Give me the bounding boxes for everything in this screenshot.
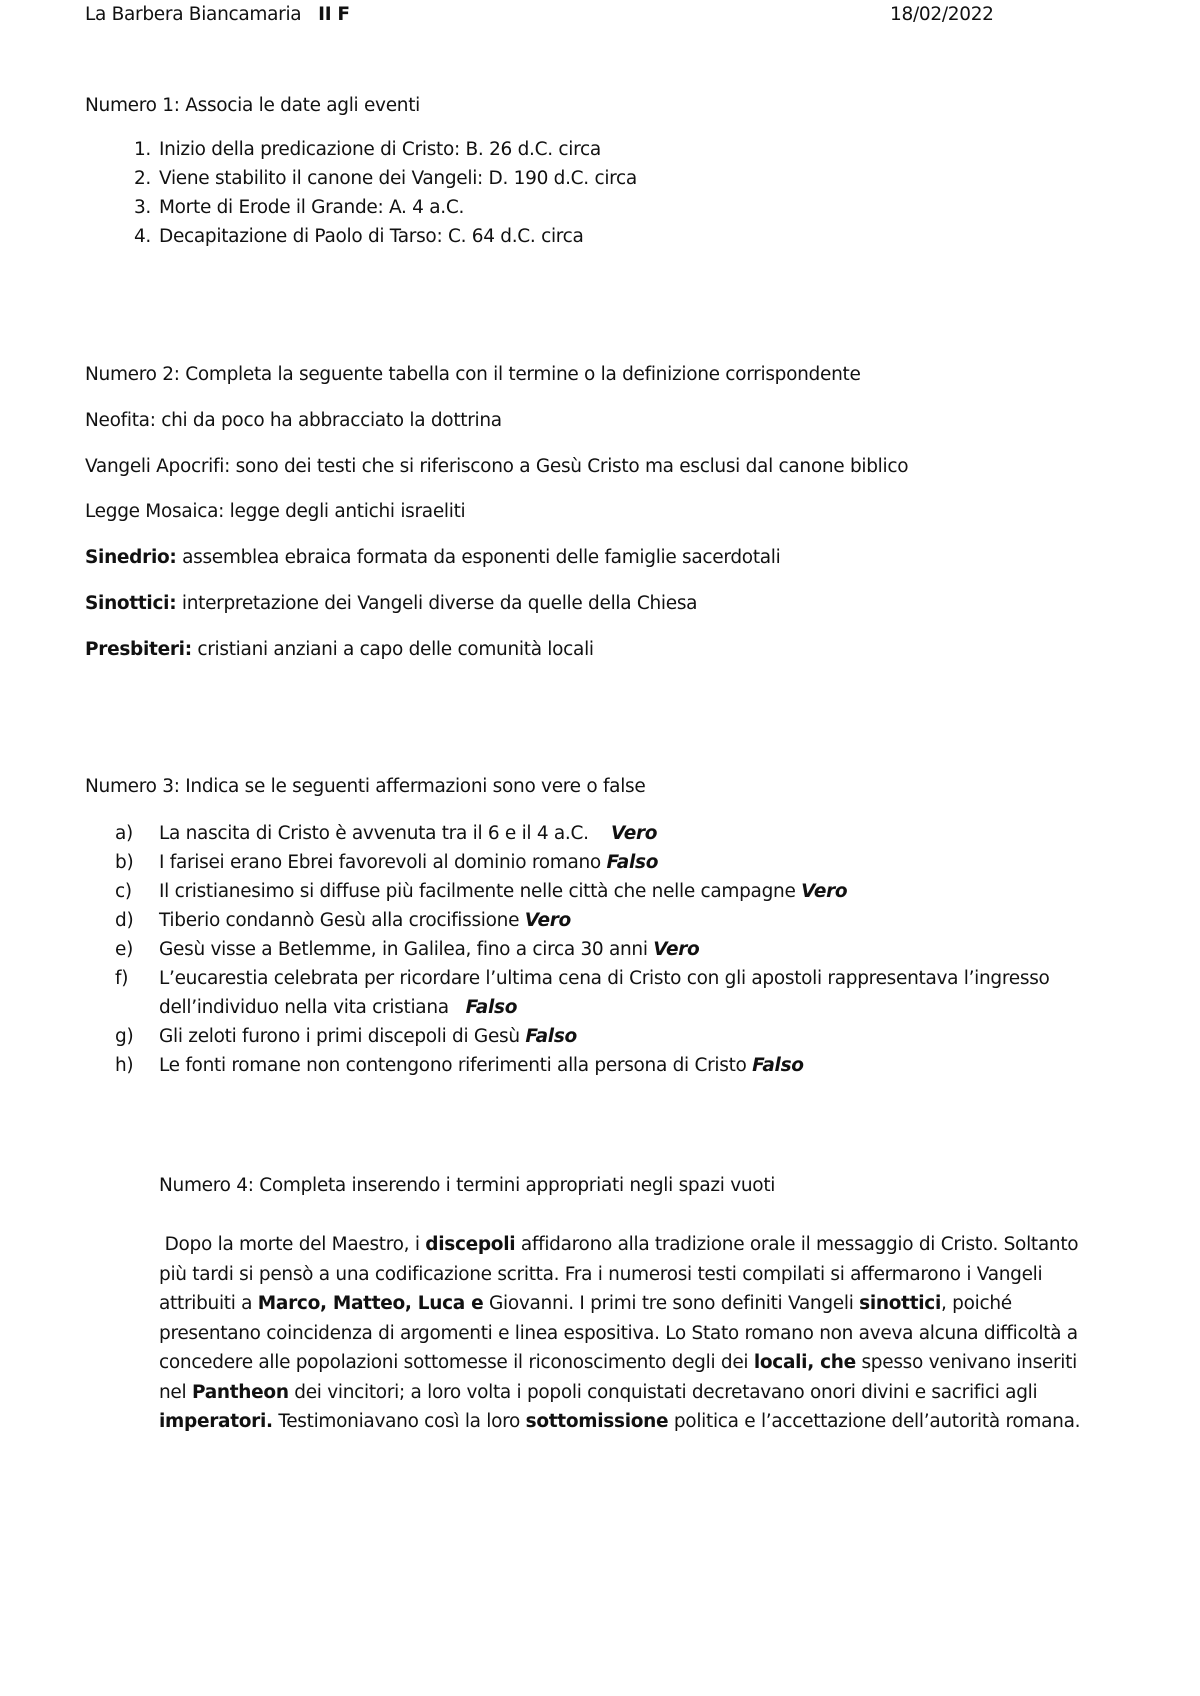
fill-in-paragraph: Dopo la morte del Maestro, i discepoli affidarono alla tradizione orale il messaggio di Cristo. Soltanto più tardi si pensò a una codificazione scritta. Fra i numerosi testi compilati si affermarono i Vangeli attribuiti a Marco, Matteo, Luca e Giovanni. I primi tre sono definiti Vangeli sinottici, poiché presentano coincidenza di argomenti e linea espositiva. Lo Stato romano non aveva alcuna difficoltà a concedere alle popolazioni sottomesse il riconoscimento degli dei locali, che spesso venivano inseriti nel Pantheon dei vincitori; a loro volta i popoli conquistati decretavano onori divini e sacrifici agli imperatori. Testimoniavano così la loro sottomissione politica e l’accettazione dell’autorità romana. (159, 1234, 1081, 1432)
answer: Vero (801, 881, 848, 902)
section1-list (133, 135, 637, 251)
answer: Falso (465, 997, 518, 1018)
term: Sinedrio (85, 547, 170, 568)
filled-word: Pantheon (191, 1381, 289, 1403)
answer: Vero (653, 939, 700, 960)
filled-word: locali, che (753, 1352, 856, 1373)
section3-list (115, 819, 1079, 1080)
definition: legge degli antichi israeliti (224, 501, 466, 522)
term-row: Neofita: chi da poco ha abbracciato la dottrina (85, 410, 502, 431)
list-item: f) L’eucarestia celebrata per ricordare l’ultima cena di Cristo con gli apostoli rappresentava l’ingresso dell’individuo nella vita cristiana Falso (115, 968, 1050, 1018)
term-row: Sinedrio: assemblea ebraica formata da esponenti delle famiglie sacerdotali (85, 547, 781, 568)
term: Sinottici (85, 593, 170, 614)
answer: Falso (752, 1055, 804, 1076)
section4-title: Numero 4: Completa inserendo i termini appropriati negli spazi vuoti (159, 1175, 776, 1196)
filled-word: imperatori. (159, 1411, 273, 1432)
term: Legge Mosaica (85, 501, 219, 522)
header-date: 18/02/2022 (890, 4, 994, 25)
definition: interpretazione dei Vangeli diverse da quelle della Chiesa (176, 593, 698, 614)
term: Vangeli Apocrifi (85, 456, 225, 477)
list-item: 4. Decapitazione di Paolo di Tarso: C. 64 d.C. circa (133, 226, 584, 247)
term-row: Sinottici: interpretazione dei Vangeli diverse da quelle della Chiesa (85, 593, 698, 614)
list-item: 2. Viene stabilito il canone dei Vangeli: D. 190 d.C. circa (133, 168, 637, 189)
filled-word: sottomissione (525, 1411, 669, 1432)
answer: Vero (611, 823, 658, 844)
definition: sono dei testi che si riferiscono a Gesù Cristo ma esclusi dal canone biblico (230, 456, 909, 477)
definition: assemblea ebraica formata da esponenti delle famiglie sacerdotali (176, 547, 781, 568)
header-student (85, 4, 350, 25)
list-item: b) I farisei erano Ebrei favorevoli al dominio romano Falso (115, 852, 659, 873)
list-item: a) La nascita di Cristo è avvenuta tra il 6 e il 4 a.C. Vero (115, 823, 658, 844)
answer: Falso (606, 852, 659, 873)
filled-word: discepoli (425, 1234, 516, 1255)
term-row: Legge Mosaica: legge degli antichi israeliti (85, 501, 466, 522)
filled-word: sinottici (859, 1293, 942, 1314)
list-item: 3. Morte di Erode il Grande: A. 4 a.C. (133, 197, 465, 218)
list-item: g) Gli zeloti furono i primi discepoli di Gesù Falso (115, 1026, 577, 1047)
student-name: La Barbera Biancamaria (85, 4, 302, 25)
list-item: e) Gesù visse a Betlemme, in Galilea, fino a circa 30 anni Vero (115, 939, 700, 960)
list-item: d) Tiberio condannò Gesù alla crocifissione Vero (115, 910, 571, 931)
list-item: 1. Inizio della predicazione di Cristo: B. 26 d.C. circa (133, 139, 601, 160)
term-row: Vangeli Apocrifi: sono dei testi che si riferiscono a Gesù Cristo ma esclusi dal canone biblico (85, 456, 909, 477)
section2-title: Numero 2: Completa la seguente tabella con il termine o la definizione corrispondente (85, 364, 861, 385)
answer: Falso (525, 1026, 577, 1047)
term-row: Presbiteri: cristiani anziani a capo delle comunità locali (85, 639, 594, 660)
definition: chi da poco ha abbracciato la dottrina (155, 410, 502, 431)
answer: Vero (524, 910, 571, 931)
section3-title: Numero 3: Indica se le seguenti affermazioni sono vere o false (85, 776, 646, 797)
list-item: h) Le fonti romane non contengono riferimenti alla persona di Cristo Falso (115, 1055, 804, 1076)
filled-word: Marco, Matteo, Luca e (257, 1293, 484, 1314)
term: Neofita (85, 410, 150, 431)
term: Presbiteri (85, 639, 185, 660)
student-class: II F (318, 4, 350, 25)
definition: cristiani anziani a capo delle comunità locali (191, 639, 594, 660)
list-item: c) Il cristianesimo si diffuse più facilmente nelle città che nelle campagne Vero (115, 881, 848, 902)
section1-title: Numero 1: Associa le date agli eventi (85, 95, 420, 116)
